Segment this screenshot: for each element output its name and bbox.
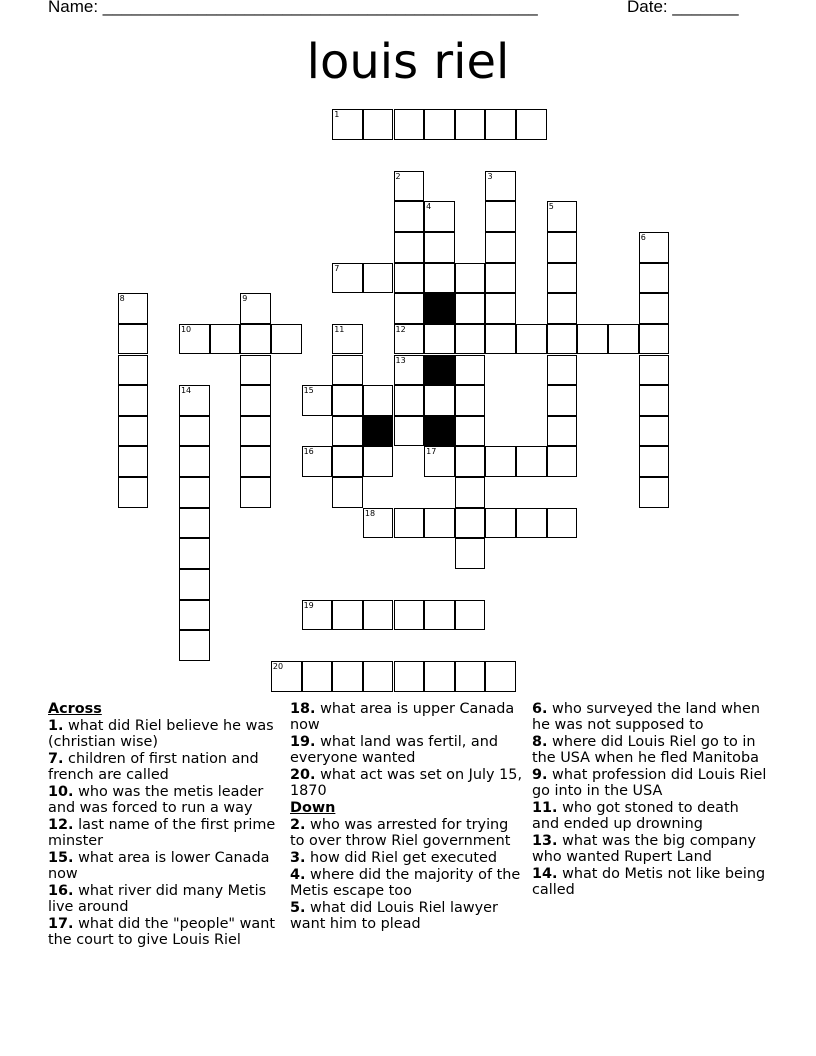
across-clue (290, 701, 522, 733)
across-clue (48, 718, 280, 750)
grid-cell[interactable] (639, 263, 670, 294)
grid-cell[interactable] (485, 201, 516, 232)
grid-cell[interactable] (118, 293, 149, 324)
clue-number: 3 (487, 171, 493, 181)
grid-cell[interactable] (240, 293, 271, 324)
grid-cell[interactable] (455, 661, 486, 692)
down-clue (290, 817, 522, 849)
grid-cell[interactable] (455, 446, 486, 477)
clue-text: what area is upper Canada now (290, 701, 515, 733)
clue-text: last name of the first prime minster (48, 817, 276, 849)
black-cell (363, 416, 394, 447)
grid-cell[interactable] (485, 171, 516, 202)
clue-number-label: 10. (48, 784, 74, 800)
grid-cell[interactable] (639, 232, 670, 263)
grid-cell[interactable] (639, 416, 670, 447)
black-cell (424, 293, 455, 324)
clue-text: what river did many Metis live around (48, 883, 267, 915)
clue-number-label: 1. (48, 718, 64, 734)
grid-cell[interactable] (455, 109, 486, 140)
grid-cell[interactable] (332, 355, 363, 386)
grid-cell[interactable] (547, 416, 578, 447)
grid-cell[interactable] (394, 355, 425, 386)
date-line[interactable]: _______ (672, 0, 739, 16)
grid-cell[interactable] (240, 416, 271, 447)
grid-cell[interactable] (639, 446, 670, 477)
grid-cell[interactable] (516, 508, 547, 539)
clue-text: where did the majority of the Metis escape too (290, 867, 521, 899)
grid-cell[interactable] (485, 263, 516, 294)
grid-cell[interactable] (394, 508, 425, 539)
grid-cell[interactable] (424, 385, 455, 416)
grid-cell[interactable] (179, 324, 210, 355)
clue-text: what area is lower Canada now (48, 850, 270, 882)
grid-cell[interactable] (455, 324, 486, 355)
grid-cell[interactable] (424, 109, 455, 140)
grid-cell[interactable] (424, 446, 455, 477)
grid-cell[interactable] (516, 446, 547, 477)
clue-text: children of first nation and french are called (48, 751, 259, 783)
grid-cell[interactable] (363, 263, 394, 294)
grid-cell[interactable] (179, 385, 210, 416)
grid-cell[interactable] (455, 600, 486, 631)
grid-cell[interactable] (608, 324, 639, 355)
grid-cell[interactable] (547, 446, 578, 477)
grid-cell[interactable] (547, 293, 578, 324)
clue-number-label: 14. (532, 866, 558, 882)
grid-cell[interactable] (485, 109, 516, 140)
black-cell (424, 355, 455, 386)
grid-cell[interactable] (394, 201, 425, 232)
down-clue (532, 800, 768, 832)
grid-cell[interactable] (516, 324, 547, 355)
clue-number-label: 2. (290, 817, 306, 833)
grid-cell[interactable] (363, 109, 394, 140)
grid-cell[interactable] (302, 661, 333, 692)
grid-cell[interactable] (210, 324, 241, 355)
clue-number-label: 17. (48, 916, 74, 932)
clue-text: who was arrested for trying to over throw Riel government (290, 817, 511, 849)
name-line[interactable]: ______________________________________________ (102, 0, 538, 16)
grid-cell[interactable] (332, 324, 363, 355)
clue-text: who got stoned to death and ended up drowning (532, 800, 739, 832)
grid-cell[interactable] (118, 324, 149, 355)
grid-cell[interactable] (639, 293, 670, 324)
clue-text: who surveyed the land when he was not supposed to (532, 701, 761, 733)
grid-cell[interactable] (639, 355, 670, 386)
grid-cell[interactable] (424, 661, 455, 692)
grid-cell[interactable] (394, 293, 425, 324)
grid-cell[interactable] (394, 661, 425, 692)
clue-text: who was the metis leader and was forced to run a way (48, 784, 264, 816)
grid-cell[interactable] (179, 416, 210, 447)
clue-number: 4 (426, 202, 432, 212)
clue-number: 1 (334, 110, 340, 120)
grid-cell[interactable] (240, 355, 271, 386)
clues-column-2 (290, 701, 522, 933)
grid-cell[interactable] (394, 109, 425, 140)
clue-text: what land was fertil, and everyone wanted (290, 734, 499, 766)
down-clue (532, 767, 768, 799)
grid-cell[interactable] (179, 508, 210, 539)
grid-cell[interactable] (485, 661, 516, 692)
grid-cell[interactable] (332, 263, 363, 294)
grid-cell[interactable] (547, 508, 578, 539)
down-clue (532, 734, 768, 766)
clue-number: 8 (119, 294, 125, 304)
down-clue (290, 900, 522, 932)
across-clue (48, 916, 280, 948)
grid-cell[interactable] (455, 355, 486, 386)
clue-text: what act was set on July 15, 1870 (290, 767, 523, 799)
grid-cell[interactable] (455, 508, 486, 539)
clue-text: how did Riel get executed (305, 850, 497, 866)
clue-number-label: 3. (290, 850, 306, 866)
grid-cell[interactable] (332, 661, 363, 692)
grid-cell[interactable] (363, 385, 394, 416)
grid-cell[interactable] (639, 324, 670, 355)
grid-cell[interactable] (577, 324, 608, 355)
grid-cell[interactable] (424, 232, 455, 263)
grid-cell[interactable] (394, 416, 425, 447)
clue-text: what did the "people" want the court to give Louis Riel (48, 916, 275, 948)
grid-cell[interactable] (271, 661, 302, 692)
grid-cell[interactable] (455, 477, 486, 508)
clue-number: 5 (548, 202, 554, 212)
across-clue (48, 817, 280, 849)
grid-cell[interactable] (424, 600, 455, 631)
grid-cell[interactable] (394, 324, 425, 355)
black-cell (424, 416, 455, 447)
grid-cell[interactable] (394, 171, 425, 202)
clue-number: 2 (395, 171, 401, 181)
grid-cell[interactable] (455, 385, 486, 416)
grid-cell[interactable] (118, 477, 149, 508)
clue-number: 20 (272, 662, 284, 671)
date-label: Date: (627, 0, 673, 16)
grid-cell[interactable] (302, 600, 333, 631)
down-clue (290, 867, 522, 899)
grid-cell[interactable] (240, 324, 271, 355)
clue-number-label: 7. (48, 751, 64, 767)
grid-cell[interactable] (547, 263, 578, 294)
clue-number-label: 6. (532, 701, 548, 717)
down-clue (532, 701, 768, 733)
clue-number-label: 8. (532, 734, 548, 750)
clue-number: 6 (640, 232, 646, 242)
clue-number: 15 (303, 386, 314, 396)
grid-cell[interactable] (302, 446, 333, 477)
clue-number: 10 (180, 324, 192, 334)
grid-cell[interactable] (363, 446, 394, 477)
across-clue (290, 734, 522, 766)
grid-cell[interactable] (179, 446, 210, 477)
clue-number-label: 20. (290, 767, 316, 783)
across-clue (48, 751, 280, 783)
grid-cell[interactable] (394, 385, 425, 416)
clue-number: 18 (364, 508, 376, 518)
clue-number-label: 12. (48, 817, 74, 833)
clue-number-label: 4. (290, 867, 306, 883)
grid-cell[interactable] (240, 385, 271, 416)
grid-cell[interactable] (485, 446, 516, 477)
clue-text: what do Metis not like being called (532, 866, 766, 898)
grid-cell[interactable] (516, 109, 547, 140)
grid-cell[interactable] (547, 385, 578, 416)
grid-cell[interactable] (179, 569, 210, 600)
grid-cell[interactable] (424, 263, 455, 294)
grid-cell[interactable] (363, 600, 394, 631)
grid-cell[interactable] (485, 293, 516, 324)
down-clue (532, 866, 768, 898)
grid-cell[interactable] (302, 385, 333, 416)
grid-cell[interactable] (179, 600, 210, 631)
grid-cell[interactable] (639, 477, 670, 508)
clues-column-3 (532, 701, 768, 899)
grid-cell[interactable] (455, 263, 486, 294)
clue-number-label: 15. (48, 850, 74, 866)
grid-cell[interactable] (639, 385, 670, 416)
grid-cell[interactable] (332, 385, 363, 416)
clue-number-label: 13. (532, 833, 558, 849)
across-clue (290, 767, 522, 799)
clue-text: what profession did Louis Riel go into in the USA (532, 767, 767, 799)
clue-number: 16 (303, 447, 314, 457)
grid-cell[interactable] (455, 538, 486, 569)
clue-number: 14 (180, 386, 192, 396)
across-clue (48, 784, 280, 816)
clue-number: 13 (395, 355, 406, 365)
grid-cell[interactable] (179, 630, 210, 661)
grid-cell[interactable] (424, 201, 455, 232)
clue-number: 12 (395, 324, 406, 334)
grid-cell[interactable] (363, 508, 394, 539)
clue-text: what was the big company who wanted Rupert Land (532, 833, 757, 865)
grid-cell[interactable] (179, 477, 210, 508)
name-label: Name: (48, 0, 103, 16)
grid-cell[interactable] (485, 232, 516, 263)
down-heading: Down (290, 800, 336, 816)
grid-cell[interactable] (332, 600, 363, 631)
grid-cell[interactable] (547, 232, 578, 263)
clue-number-label: 5. (290, 900, 306, 916)
clue-text: where did Louis Riel go to in the USA when he fled Manitoba (532, 734, 759, 766)
clue-number-label: 9. (532, 767, 548, 783)
across-clue (48, 883, 280, 915)
grid-cell[interactable] (118, 446, 149, 477)
grid-cell[interactable] (394, 263, 425, 294)
grid-cell[interactable] (485, 508, 516, 539)
grid-cell[interactable] (179, 538, 210, 569)
grid-cell[interactable] (424, 324, 455, 355)
clue-number: 11 (334, 324, 345, 334)
clue-number: 19 (303, 600, 314, 610)
clue-number: 7 (334, 263, 340, 273)
grid-cell[interactable] (332, 416, 363, 447)
down-clue (532, 833, 768, 865)
clue-number-label: 16. (48, 883, 74, 899)
across-clue (48, 850, 280, 882)
grid-cell[interactable] (424, 508, 455, 539)
clue-number: 17 (426, 447, 437, 457)
grid-cell[interactable] (485, 324, 516, 355)
grid-cell[interactable] (240, 477, 271, 508)
grid-cell[interactable] (547, 324, 578, 355)
grid-cell[interactable] (240, 446, 271, 477)
grid-cell[interactable] (118, 355, 149, 386)
grid-cell[interactable] (332, 109, 363, 140)
down-clue (290, 850, 522, 866)
across-heading: Across (48, 701, 102, 717)
grid-cell[interactable] (455, 416, 486, 447)
clue-text: what did Riel believe he was (christian wise) (48, 718, 274, 750)
page-title: louis riel (306, 34, 510, 90)
grid-cell[interactable] (332, 477, 363, 508)
grid-cell[interactable] (332, 446, 363, 477)
clue-number-label: 18. (290, 701, 316, 717)
grid-cell[interactable] (118, 385, 149, 416)
grid-cell[interactable] (455, 293, 486, 324)
grid-cell[interactable] (394, 600, 425, 631)
grid-cell[interactable] (394, 232, 425, 263)
grid-cell[interactable] (363, 661, 394, 692)
clue-text: what did Louis Riel lawyer want him to plead (290, 900, 498, 932)
grid-cell[interactable] (118, 416, 149, 447)
clue-number: 9 (242, 294, 248, 304)
grid-cell[interactable] (271, 324, 302, 355)
clue-number-label: 11. (532, 800, 558, 816)
grid-cell[interactable] (547, 201, 578, 232)
clue-number-label: 19. (290, 734, 316, 750)
grid-cell[interactable] (547, 355, 578, 386)
clues-column-1 (48, 701, 280, 949)
